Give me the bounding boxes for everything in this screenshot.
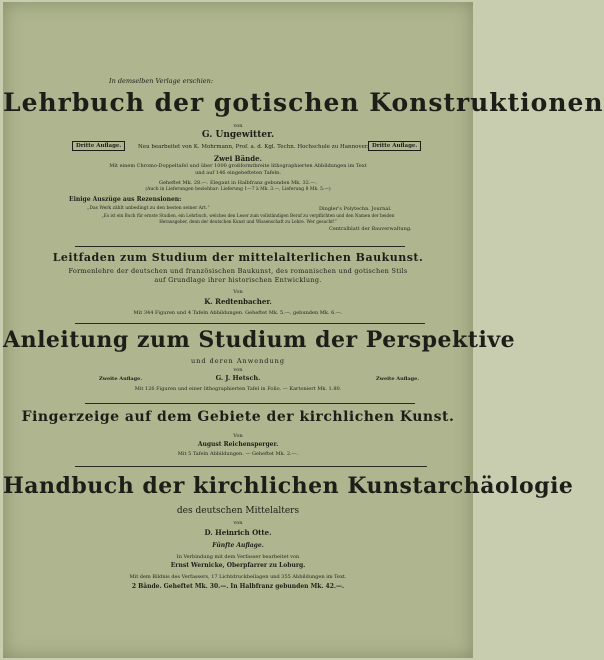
book4-von: Von	[233, 433, 243, 439]
book3-details: Mit 126 Figuren und einer lithographierten Tafel in Folio. — Kartoniert Mk. 1.80.	[134, 386, 342, 392]
book5-collab2: Ernst Wernicke, Oberpfarrer zu Loburg.	[170, 562, 306, 569]
divider-1	[75, 246, 405, 247]
book1-title: Lehrbuch der gotischen Konstruktionen	[3, 88, 604, 117]
book1-review2: „Es ist ein Buch für ernste Studien, ein Lehrbuch, welches den Leser zum vollständigen Beruf zu verpflichten und den Namen der beiden Herausgeber, denn der deutschen Kunst und Wissenschaft zu Lehre. Wer gesucht!“	[101, 213, 395, 224]
book1-review2-source: Centralblatt der Bauverwaltung.	[329, 226, 412, 232]
book1-price: Geheftet Mk. 28.—. Elegant in Halbfranz gebunden Mk. 32.—.	[158, 180, 318, 186]
book2-sub1: Formenlehre der deutschen und französischen Baukunst, des romanischen und gotischen Stils	[68, 267, 408, 275]
intro-text: In demselben Verlage erschien:	[109, 77, 214, 85]
book5-subtitle: des deutschen Mittelalters	[176, 506, 300, 516]
book1-illustrations2: und auf 146 eingehefteten Tafeln.	[195, 170, 281, 176]
divider-4	[75, 466, 427, 467]
book1-price-note: (Auch in Lieferungen beziehbar: Lieferung 1—7 à Mk. 3.—, Lieferung 8 Mk. 5.—)	[145, 187, 331, 192]
divider-3	[85, 403, 415, 404]
book3-author: G. J. Hetsch.	[215, 374, 261, 382]
book2-author: K. Redtenbacher.	[204, 297, 272, 306]
book1-review1: „Das Werk zählt unbedingt zu den besten seiner Art.“	[87, 206, 210, 211]
book4-title: Fingerzeige auf dem Gebiete der kirchlichen Kunst.	[21, 409, 455, 425]
book5-edition: Fünfte Auflage.	[212, 542, 264, 549]
book3-title: Anleitung zum Studium der Perspektive	[3, 327, 516, 353]
book1-von: von	[233, 123, 243, 129]
divider-2	[75, 323, 425, 324]
book3-edition-left: Zweite Auflage.	[99, 376, 143, 382]
advertisement-page	[3, 2, 604, 658]
book1-editor: Neu bearbeitet von K. Mohrmann, Prof. a. d. Kgl. Techn. Hochschule zu Hannover.	[138, 144, 369, 150]
book1-edition-left: Dritte Auflage.	[72, 141, 125, 151]
book3-edition-right: Zweite Auflage.	[376, 376, 420, 382]
book5-von: von	[233, 520, 243, 526]
book4-author: August Reichensperger.	[197, 441, 279, 448]
book2-von: Von	[233, 289, 243, 295]
book2-details: Mit 344 Figuren und 4 Tafeln Abbildungen. Geheftet Mk. 5.—, gebunden Mk. 6.—.	[133, 310, 343, 316]
book5-author: D. Heinrich Otte.	[204, 528, 272, 537]
book4-details: Mit 5 Tafeln Abbildungen. — Geheftet Mk. 2.—.	[177, 451, 299, 457]
book1-review1-source: Dingler's Polytechn. Journal.	[319, 206, 392, 212]
book5-title: Handbuch der kirchlichen Kunstarchäologie	[3, 473, 574, 499]
book1-illustrations: Mit einem Chromo-Doppeltafel und über 1000 großformtbreite lithographierten Abbildungen im Text	[109, 163, 367, 169]
book1-volumes: Zwei Bände.	[213, 154, 262, 163]
book3-sub: und deren Anwendung	[191, 357, 285, 365]
book5-details: Mit dem Bildnis des Verfassers, 17 Lichtdruckbeilagen und 355 Abbildungen im Text.	[129, 574, 347, 580]
book2-title: Leitfaden zum Studium der mittelalterlichen Baukunst.	[52, 251, 424, 264]
book3-von: von	[233, 367, 243, 373]
book1-edition-right: Dritte Auflage.	[368, 141, 421, 151]
book5-collab1: In Verbindung mit dem Verfasser bearbeitet von	[176, 554, 300, 560]
book2-sub2: auf Grundlage ihrer historischen Entwicklung.	[154, 276, 322, 284]
book1-author: G. Ungewitter.	[201, 130, 275, 140]
book5-price: 2 Bände. Geheftet Mk. 30.—. In Halbfranz gebunden Mk. 42.—.	[131, 583, 345, 590]
book1-reviews-heading: Einige Auszüge aus Rezensionen:	[69, 196, 182, 203]
